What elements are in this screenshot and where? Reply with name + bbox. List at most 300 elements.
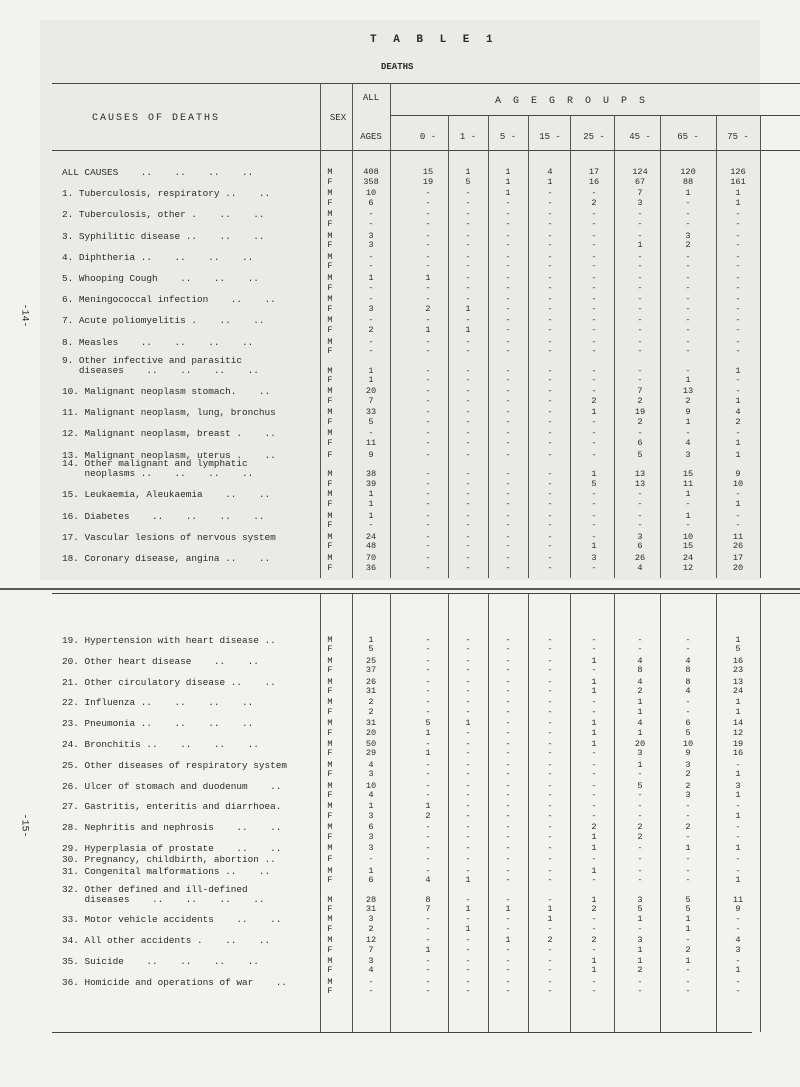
value-cell: 1 bbox=[685, 489, 691, 500]
sex-cell: F bbox=[327, 686, 333, 696]
value-cell: - bbox=[735, 251, 741, 262]
value-cell: 26 bbox=[634, 553, 646, 563]
value-cell: - bbox=[685, 935, 691, 946]
value-cell: 1 bbox=[735, 810, 741, 821]
value-cell: - bbox=[547, 553, 553, 563]
value-cell: 1 bbox=[547, 914, 553, 925]
value-cell: 67 bbox=[634, 176, 646, 187]
sex-cell: M bbox=[327, 336, 333, 347]
sex-cell: M bbox=[327, 718, 333, 729]
value-cell: 10 bbox=[365, 780, 377, 791]
value-cell: 4 bbox=[547, 167, 553, 177]
value-cell: - bbox=[368, 251, 374, 262]
value-cell: - bbox=[505, 822, 511, 833]
value-cell: - bbox=[425, 365, 431, 376]
cause-label: 18. Coronary disease, angina .. .. bbox=[62, 553, 271, 564]
sex-cell: F bbox=[327, 438, 333, 448]
value-cell: - bbox=[425, 219, 431, 229]
value-cell: 1 bbox=[591, 407, 597, 418]
value-cell: - bbox=[465, 822, 471, 833]
value-cell: 13 bbox=[732, 676, 744, 687]
value-cell: 7 bbox=[637, 188, 643, 199]
value-cell: 3 bbox=[637, 894, 643, 905]
sex-cell: F bbox=[327, 965, 333, 976]
value-cell: - bbox=[547, 240, 553, 251]
value-cell: 4 bbox=[637, 718, 643, 729]
value-cell: - bbox=[465, 531, 471, 542]
value-cell: 1 bbox=[368, 499, 374, 509]
value-cell: - bbox=[505, 831, 511, 842]
value-cell: - bbox=[465, 438, 471, 448]
cause-label: 17. Vascular lesions of nervous system bbox=[62, 531, 276, 543]
cause-label: 7. Acute poliomyelitis . .. .. bbox=[62, 315, 265, 327]
value-cell: - bbox=[505, 219, 511, 229]
value-cell: - bbox=[505, 790, 511, 800]
cause-label: 6. Meningococcal infection .. .. bbox=[62, 294, 276, 306]
value-cell: - bbox=[547, 395, 553, 406]
value-cell: - bbox=[425, 914, 431, 925]
value-cell: - bbox=[465, 336, 471, 347]
cause-label: 30. Pregnancy, childbirth, abortion .. bbox=[62, 854, 276, 866]
value-cell: - bbox=[425, 416, 431, 427]
page-number-bottom: -15- bbox=[18, 813, 30, 838]
value-cell: - bbox=[425, 655, 431, 666]
sex-cell: M bbox=[327, 739, 333, 749]
value-cell: 17 bbox=[732, 553, 744, 563]
sex-cell: F bbox=[327, 562, 333, 573]
sex-cell: M bbox=[327, 531, 333, 542]
value-cell: - bbox=[505, 810, 511, 821]
value-cell: - bbox=[425, 315, 431, 326]
cause-label: 29. Hyperplasia of prostate .. .. bbox=[62, 843, 282, 854]
value-cell: 12 bbox=[732, 727, 744, 738]
value-cell: - bbox=[547, 478, 553, 489]
value-cell: - bbox=[505, 438, 511, 448]
value-cell: - bbox=[735, 346, 741, 357]
value-cell: - bbox=[465, 865, 471, 876]
value-cell: - bbox=[591, 748, 597, 759]
sex-cell: M bbox=[327, 167, 333, 177]
value-cell: - bbox=[547, 769, 553, 780]
value-cell: - bbox=[685, 520, 691, 531]
value-cell: - bbox=[637, 282, 643, 293]
value-cell: - bbox=[685, 965, 691, 976]
sex-cell: M bbox=[327, 251, 333, 262]
value-cell: 2 bbox=[591, 395, 597, 406]
value-cell: - bbox=[547, 294, 553, 305]
header-age-0: 0 - bbox=[419, 132, 437, 142]
header-age-groups: A G E G R O U P S bbox=[495, 96, 649, 107]
value-cell: - bbox=[505, 976, 511, 987]
value-cell: 2 bbox=[368, 697, 374, 708]
value-cell: - bbox=[465, 644, 471, 655]
value-cell: - bbox=[685, 810, 691, 821]
value-cell: - bbox=[465, 499, 471, 509]
sex-cell: F bbox=[327, 769, 333, 780]
value-cell: 3 bbox=[637, 197, 643, 208]
value-cell: 2 bbox=[637, 822, 643, 833]
sex-cell: F bbox=[327, 375, 333, 386]
value-cell: 19 bbox=[732, 739, 744, 749]
value-cell: - bbox=[425, 240, 431, 251]
cause-label: 16. Diabetes .. .. .. .. bbox=[62, 510, 265, 522]
value-cell: - bbox=[735, 986, 741, 997]
sex-cell: F bbox=[327, 831, 333, 842]
value-cell: - bbox=[505, 489, 511, 500]
value-cell: - bbox=[685, 499, 691, 509]
sex-cell: M bbox=[327, 676, 333, 687]
header-age-5: 45 - bbox=[629, 132, 651, 142]
value-cell: - bbox=[547, 944, 553, 955]
table-subtitle: DEATHS bbox=[381, 62, 414, 72]
value-cell: - bbox=[465, 520, 471, 531]
value-cell: - bbox=[547, 197, 553, 208]
value-cell: 1 bbox=[637, 956, 643, 966]
value-cell: 358 bbox=[363, 176, 379, 187]
value-cell: 2 bbox=[547, 935, 553, 946]
value-cell: 11 bbox=[732, 531, 744, 542]
value-cell: - bbox=[505, 894, 511, 905]
value-cell: - bbox=[591, 294, 597, 305]
value-cell: - bbox=[425, 769, 431, 780]
value-cell: 28 bbox=[365, 894, 377, 905]
value-cell: - bbox=[505, 541, 511, 552]
value-cell: - bbox=[505, 531, 511, 542]
cause-label: 12. Malignant neoplasm, breast . .. bbox=[62, 428, 276, 440]
value-cell: - bbox=[685, 261, 691, 272]
value-cell: - bbox=[547, 843, 553, 853]
value-cell: - bbox=[425, 562, 431, 573]
value-cell: 1 bbox=[637, 706, 643, 717]
value-cell: 5 bbox=[465, 176, 471, 187]
value-cell: 1 bbox=[591, 686, 597, 696]
value-cell: - bbox=[425, 854, 431, 865]
value-cell: - bbox=[547, 303, 553, 314]
value-cell: - bbox=[547, 365, 553, 376]
value-cell: - bbox=[547, 273, 553, 283]
value-cell: - bbox=[425, 438, 431, 448]
value-cell: - bbox=[637, 428, 643, 439]
value-cell: 2 bbox=[591, 904, 597, 914]
cause-label: 23. Pneumonia .. .. .. .. bbox=[62, 718, 254, 730]
value-cell: 1 bbox=[591, 541, 597, 552]
cause-label: 31. Congenital malformations .. .. bbox=[62, 865, 271, 877]
value-cell: 4 bbox=[637, 676, 643, 687]
sex-cell: M bbox=[327, 294, 333, 305]
sex-cell: F bbox=[327, 727, 333, 738]
value-cell: 8 bbox=[685, 665, 691, 676]
age-group-rule bbox=[390, 115, 800, 116]
value-cell: 1 bbox=[685, 843, 691, 853]
value-cell: - bbox=[368, 854, 374, 865]
value-cell: 1 bbox=[735, 438, 741, 448]
value-cell: 4 bbox=[637, 562, 643, 573]
value-cell: 1 bbox=[685, 923, 691, 934]
value-cell: 4 bbox=[685, 438, 691, 448]
value-cell: - bbox=[735, 428, 741, 439]
value-cell: - bbox=[465, 365, 471, 376]
value-cell: - bbox=[425, 553, 431, 563]
value-cell: - bbox=[685, 801, 691, 812]
value-cell: - bbox=[547, 510, 553, 521]
value-cell: - bbox=[505, 303, 511, 314]
value-cell: 10 bbox=[682, 739, 694, 749]
value-cell: - bbox=[425, 478, 431, 489]
value-cell: - bbox=[685, 831, 691, 842]
value-cell: - bbox=[425, 346, 431, 357]
value-cell: - bbox=[505, 854, 511, 865]
sex-cell: F bbox=[327, 520, 333, 531]
value-cell: 50 bbox=[365, 739, 377, 749]
cause-label: 13. Malignant neoplasm, uterus . .. bbox=[62, 449, 276, 461]
value-cell: 4 bbox=[368, 965, 374, 976]
value-cell: - bbox=[465, 944, 471, 955]
value-cell: - bbox=[505, 739, 511, 749]
value-cell: - bbox=[465, 197, 471, 208]
value-cell: - bbox=[685, 986, 691, 997]
value-cell: - bbox=[465, 686, 471, 696]
value-cell: - bbox=[425, 428, 431, 439]
value-cell: - bbox=[547, 449, 553, 460]
value-cell: 5 bbox=[685, 894, 691, 905]
value-cell: 5 bbox=[637, 780, 643, 791]
value-cell: - bbox=[505, 416, 511, 427]
value-cell: - bbox=[465, 697, 471, 708]
value-cell: - bbox=[505, 240, 511, 251]
value-cell: 31 bbox=[365, 718, 377, 729]
cause-label: 8. Measles .. .. .. .. bbox=[62, 336, 254, 348]
cause-label: 14. Other malignant and lymphatic neoplasms .. .. .. .. bbox=[62, 458, 254, 480]
value-cell: - bbox=[637, 520, 643, 531]
value-cell: 1 bbox=[591, 831, 597, 842]
value-cell: 20 bbox=[634, 739, 646, 749]
value-cell: 3 bbox=[685, 759, 691, 770]
value-cell: 3 bbox=[637, 935, 643, 946]
value-cell: - bbox=[591, 438, 597, 448]
value-cell: 6 bbox=[685, 718, 691, 729]
value-cell: - bbox=[465, 665, 471, 676]
value-cell: - bbox=[547, 562, 553, 573]
value-cell: - bbox=[505, 449, 511, 460]
cause-label: 33. Motor vehicle accidents .. .. bbox=[62, 914, 282, 926]
value-cell: - bbox=[591, 562, 597, 573]
cause-label: 2. Tuberculosis, other . .. .. bbox=[62, 209, 265, 221]
value-cell: - bbox=[685, 865, 691, 876]
value-cell: - bbox=[547, 739, 553, 749]
sex-cell: F bbox=[327, 748, 333, 759]
value-cell: - bbox=[591, 923, 597, 934]
value-cell: - bbox=[505, 956, 511, 966]
value-cell: - bbox=[685, 428, 691, 439]
value-cell: 3 bbox=[368, 956, 374, 966]
value-cell: 5 bbox=[368, 416, 374, 427]
value-cell: - bbox=[505, 727, 511, 738]
header-sex: SEX bbox=[329, 113, 347, 123]
value-cell: 39 bbox=[365, 478, 377, 489]
value-cell: - bbox=[547, 325, 553, 335]
value-cell: - bbox=[637, 251, 643, 262]
value-cell: 1 bbox=[591, 676, 597, 687]
value-cell: - bbox=[591, 188, 597, 199]
value-cell: - bbox=[547, 416, 553, 427]
value-cell: - bbox=[465, 956, 471, 966]
sex-cell: M bbox=[327, 489, 333, 500]
value-cell: - bbox=[425, 282, 431, 293]
value-cell: - bbox=[465, 294, 471, 305]
value-cell: - bbox=[735, 854, 741, 865]
value-cell: 2 bbox=[685, 769, 691, 780]
sex-cell: M bbox=[327, 801, 333, 812]
value-cell: - bbox=[547, 706, 553, 717]
value-cell: - bbox=[637, 976, 643, 987]
value-cell: - bbox=[505, 510, 511, 521]
sex-cell: M bbox=[327, 956, 333, 966]
value-cell: - bbox=[425, 790, 431, 800]
value-cell: - bbox=[547, 831, 553, 842]
value-cell: - bbox=[425, 469, 431, 480]
value-cell: - bbox=[591, 644, 597, 655]
value-cell: 1 bbox=[637, 914, 643, 925]
value-cell: - bbox=[735, 261, 741, 272]
value-cell: 2 bbox=[637, 686, 643, 696]
value-cell: - bbox=[591, 282, 597, 293]
column-rule bbox=[488, 593, 489, 1032]
value-cell: 1 bbox=[547, 176, 553, 187]
value-cell: 3 bbox=[368, 914, 374, 925]
value-cell: - bbox=[505, 875, 511, 886]
value-cell: - bbox=[505, 697, 511, 708]
value-cell: - bbox=[465, 854, 471, 865]
value-cell: - bbox=[685, 875, 691, 886]
value-cell: - bbox=[591, 336, 597, 347]
value-cell: - bbox=[591, 520, 597, 531]
value-cell: 19 bbox=[422, 176, 434, 187]
value-cell: - bbox=[547, 894, 553, 905]
value-cell: - bbox=[591, 706, 597, 717]
value-cell: - bbox=[465, 510, 471, 521]
value-cell: - bbox=[465, 706, 471, 717]
value-cell: 1 bbox=[735, 395, 741, 406]
value-cell: 4 bbox=[368, 790, 374, 800]
value-cell: - bbox=[505, 336, 511, 347]
value-cell: - bbox=[505, 261, 511, 272]
value-cell: - bbox=[637, 365, 643, 376]
header-all: ALL bbox=[362, 93, 380, 103]
sex-cell: M bbox=[327, 914, 333, 925]
column-rule bbox=[660, 115, 661, 578]
value-cell: - bbox=[591, 986, 597, 997]
value-cell: - bbox=[505, 801, 511, 812]
value-cell: - bbox=[735, 510, 741, 521]
value-cell: - bbox=[637, 986, 643, 997]
value-cell: - bbox=[591, 510, 597, 521]
cause-label: 5. Whooping Cough .. .. .. bbox=[62, 273, 259, 284]
column-rule bbox=[570, 115, 571, 578]
value-cell: - bbox=[591, 769, 597, 780]
value-cell: - bbox=[637, 315, 643, 326]
value-cell: 15 bbox=[422, 167, 434, 177]
value-cell: 1 bbox=[685, 188, 691, 199]
value-cell: - bbox=[685, 219, 691, 229]
value-cell: - bbox=[685, 294, 691, 305]
value-cell: 1 bbox=[685, 914, 691, 925]
value-cell: - bbox=[547, 718, 553, 729]
value-cell: - bbox=[735, 230, 741, 241]
value-cell: 2 bbox=[685, 240, 691, 251]
value-cell: - bbox=[547, 676, 553, 687]
value-cell: - bbox=[591, 759, 597, 770]
column-rule bbox=[614, 593, 615, 1032]
value-cell: 3 bbox=[735, 944, 741, 955]
cause-label: 25. Other diseases of respiratory system bbox=[62, 759, 288, 771]
value-cell: 7 bbox=[637, 386, 643, 396]
value-cell: - bbox=[547, 727, 553, 738]
sex-cell: M bbox=[327, 697, 333, 708]
column-rule bbox=[716, 115, 717, 578]
value-cell: - bbox=[465, 346, 471, 357]
value-cell: 11 bbox=[732, 894, 744, 905]
value-cell: 2 bbox=[685, 780, 691, 791]
value-cell: - bbox=[637, 810, 643, 821]
value-cell: 124 bbox=[632, 167, 648, 177]
value-cell: 3 bbox=[368, 769, 374, 780]
value-cell: - bbox=[505, 944, 511, 955]
value-cell: 1 bbox=[591, 469, 597, 480]
value-cell: 20 bbox=[732, 562, 744, 573]
value-cell: 161 bbox=[730, 176, 746, 187]
value-cell: 3 bbox=[637, 531, 643, 542]
value-cell: - bbox=[735, 923, 741, 934]
value-cell: - bbox=[505, 499, 511, 509]
value-cell: - bbox=[735, 219, 741, 229]
value-cell: - bbox=[465, 386, 471, 396]
value-cell: - bbox=[425, 935, 431, 946]
value-cell: - bbox=[547, 428, 553, 439]
sex-cell: M bbox=[327, 865, 333, 876]
value-cell: 1 bbox=[735, 965, 741, 976]
value-cell: 2 bbox=[735, 416, 741, 427]
value-cell: - bbox=[685, 346, 691, 357]
value-cell: - bbox=[591, 914, 597, 925]
value-cell: - bbox=[465, 489, 471, 500]
value-cell: 3 bbox=[685, 790, 691, 800]
value-cell: - bbox=[465, 935, 471, 946]
value-cell: - bbox=[547, 230, 553, 241]
value-cell: 1 bbox=[465, 303, 471, 314]
sex-cell: M bbox=[327, 315, 333, 326]
value-cell: - bbox=[685, 303, 691, 314]
sex-cell: M bbox=[327, 428, 333, 439]
value-cell: - bbox=[425, 386, 431, 396]
value-cell: - bbox=[637, 375, 643, 386]
value-cell: - bbox=[685, 635, 691, 645]
column-rule bbox=[570, 593, 571, 1032]
value-cell: - bbox=[425, 395, 431, 406]
sex-cell: F bbox=[327, 854, 333, 865]
column-rule bbox=[760, 115, 761, 578]
value-cell: - bbox=[637, 209, 643, 220]
value-cell: - bbox=[505, 209, 511, 220]
cause-label: 36. Homicide and operations of war .. bbox=[62, 976, 288, 988]
value-cell: 1 bbox=[465, 718, 471, 729]
value-cell: 5 bbox=[425, 718, 431, 729]
value-cell: - bbox=[465, 976, 471, 987]
value-cell: - bbox=[735, 209, 741, 220]
value-cell: 36 bbox=[365, 562, 377, 573]
value-cell: 25 bbox=[365, 655, 377, 666]
cause-label: 21. Other circulatory disease .. .. bbox=[62, 676, 276, 688]
value-cell: - bbox=[591, 416, 597, 427]
